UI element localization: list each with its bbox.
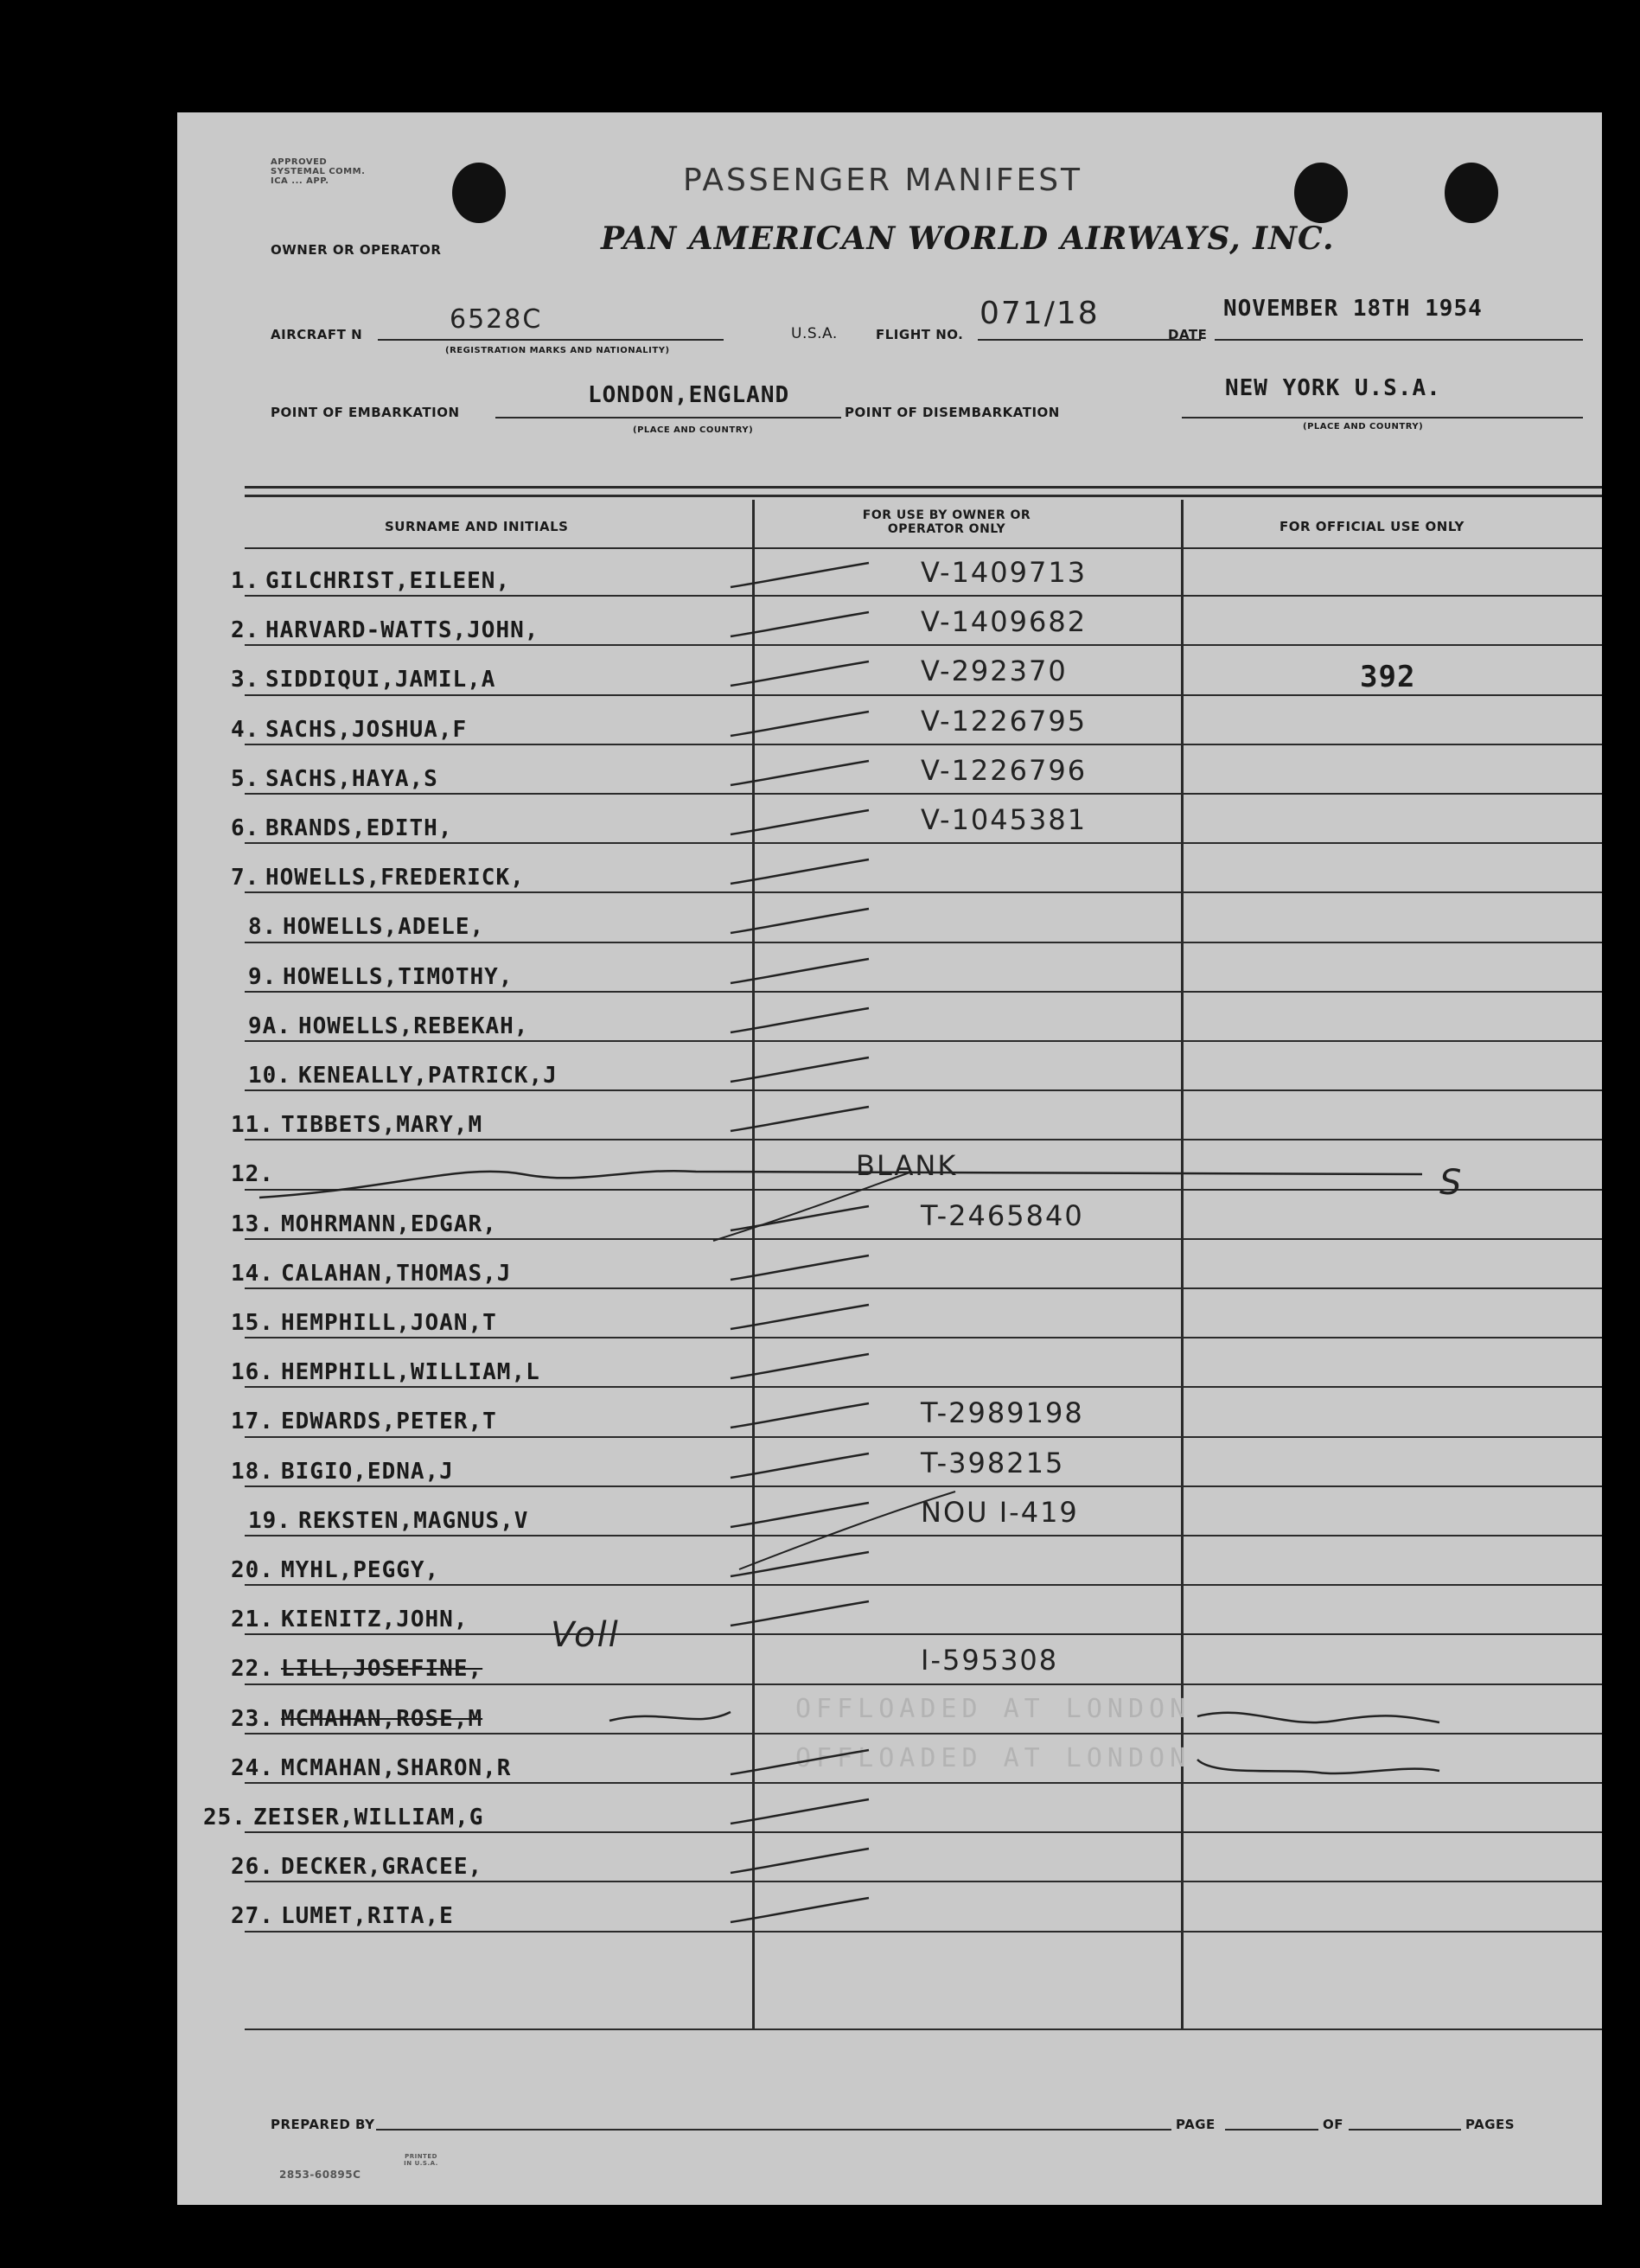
row12-mark: S (1439, 1163, 1464, 1203)
approval-stamp: APPROVED SYSTEMAL COMM. ICA ... APP. (271, 157, 366, 186)
passenger-name: SACHS,HAYA,S (265, 765, 438, 792)
passenger-name: SIDDIQUI,JAMIL,A (265, 667, 496, 693)
document-number: T-398215 (921, 1446, 1065, 1479)
passenger-name: HOWELLS,REBEKAH, (298, 1013, 529, 1039)
page-title: PASSENGER MANIFEST (683, 163, 1083, 198)
passenger-name: MYHL,PEGGY, (281, 1557, 440, 1583)
disembark-label: POINT OF DISEMBARKATION (845, 405, 1060, 420)
passenger-name: HARVARD-WATTS,JOHN, (265, 617, 539, 644)
offloaded-stamp: OFFLOADED AT LONDON (795, 1693, 1191, 1724)
passenger-name: LUMET,RITA,E (281, 1903, 454, 1930)
pen-strokes (177, 112, 1602, 2205)
passenger-name: LILL,JOSEFINE, (281, 1656, 483, 1683)
row-number: 26. (231, 1854, 274, 1881)
document-number: V-1226796 (921, 753, 1088, 787)
row-number: 21. (231, 1607, 274, 1633)
passenger-name: REKSTEN,MAGNUS,V (298, 1507, 529, 1534)
column-header-official: FOR OFFICIAL USE ONLY (1279, 519, 1465, 534)
passenger-name: HOWELLS,TIMOTHY, (283, 963, 514, 990)
row-number: 7. (231, 865, 260, 891)
passenger-name: HOWELLS,ADELE, (283, 914, 485, 941)
row-number: 8. (248, 914, 278, 941)
document-number: T-2989198 (921, 1396, 1084, 1430)
row-number: 6. (231, 815, 260, 841)
row-number: 13. (231, 1211, 274, 1237)
column-header-name: SURNAME AND INITIALS (385, 519, 569, 534)
aircraft-value: 6528C (450, 304, 543, 335)
document-number: V-1409682 (921, 605, 1088, 639)
embark-label: POINT OF EMBARKATION (271, 405, 460, 420)
passenger-name: CALAHAN,THOMAS,J (281, 1260, 512, 1287)
registration-caption: (REGISTRATION MARKS AND NATIONALITY) (445, 346, 670, 355)
aircraft-label: AIRCRAFT N (271, 327, 363, 342)
document-number: BLANK (856, 1149, 958, 1183)
passenger-name: GILCHRIST,EILEEN, (265, 568, 511, 594)
row-number: 22. (231, 1656, 274, 1683)
row-number: 12. (231, 1161, 274, 1188)
row-number: 11. (231, 1112, 274, 1139)
passenger-name: HEMPHILL,JOAN,T (281, 1310, 497, 1336)
row21-handwritten-note: Voll (551, 1615, 620, 1655)
document-number: V-1409713 (921, 556, 1088, 589)
flight-value: 071/18 (980, 296, 1100, 331)
row-number: 15. (231, 1310, 274, 1336)
official-value: 392 (1360, 660, 1416, 695)
offloaded-stamp: OFFLOADED AT LONDON (795, 1742, 1191, 1773)
passenger-name: KIENITZ,JOHN, (281, 1607, 469, 1633)
prepared-label: PREPARED BY (271, 2117, 375, 2132)
column-header-owner: FOR USE BY OWNER OR OPERATOR ONLY (862, 508, 1031, 536)
row-number: 27. (231, 1903, 274, 1930)
row-number: 16. (231, 1359, 274, 1386)
passenger-name: HOWELLS,FREDERICK, (265, 865, 525, 891)
passenger-name: BIGIO,EDNA,J (281, 1458, 454, 1485)
flight-label: FLIGHT NO. (876, 327, 964, 342)
row-number: 4. (231, 716, 260, 743)
row-number: 20. (231, 1557, 274, 1583)
passenger-name: BRANDS,EDITH, (265, 815, 453, 841)
pages-label: PAGES (1465, 2117, 1516, 2132)
passenger-name: MCMAHAN,ROSE,M (281, 1705, 483, 1732)
embark-caption: (PLACE AND COUNTRY) (633, 425, 754, 435)
document-number: V-1226795 (921, 704, 1088, 738)
passenger-name: KENEALLY,PATRICK,J (298, 1063, 558, 1089)
company-name: PAN AMERICAN WORLD AIRWAYS, INC. (601, 220, 1335, 257)
usa-label: U.S.A. (791, 325, 838, 342)
row-number: 3. (231, 667, 260, 693)
row-number: 2. (231, 617, 260, 644)
row-number: 24. (231, 1754, 274, 1781)
date-value: NOVEMBER 18TH 1954 (1223, 296, 1483, 322)
passenger-name: ZEISER,WILLIAM,G (253, 1805, 484, 1830)
row-number: 10. (248, 1063, 291, 1089)
document-number: I-595308 (921, 1644, 1059, 1677)
row-number: 9A. (248, 1013, 291, 1039)
page-label: PAGE (1176, 2117, 1216, 2132)
manifest-sheet (177, 112, 1602, 2205)
passenger-name: MOHRMANN,EDGAR, (281, 1211, 497, 1237)
row-number: 9. (248, 963, 278, 990)
row-number: 25. (203, 1805, 246, 1830)
form-number: 2853-60895C (279, 2169, 361, 2181)
passenger-name: TIBBETS,MARY,M (281, 1112, 483, 1139)
date-label: DATE (1168, 327, 1208, 342)
owner-label: OWNER OR OPERATOR (271, 242, 442, 258)
printed-mark: PRINTED IN U.S.A. (404, 2153, 438, 2167)
document-number: V-292370 (921, 655, 1068, 688)
passenger-name: MCMAHAN,SHARON,R (281, 1754, 512, 1781)
disembark-value: NEW YORK U.S.A. (1225, 375, 1441, 401)
passenger-name: EDWARDS,PETER,T (281, 1409, 497, 1435)
embark-value: LONDON,ENGLAND (588, 382, 790, 408)
document-number: T-2465840 (921, 1198, 1084, 1232)
row-number: 14. (231, 1260, 274, 1287)
row-number: 1. (231, 568, 260, 594)
disembark-caption: (PLACE AND COUNTRY) (1303, 422, 1424, 431)
row-number: 17. (231, 1409, 274, 1435)
document-number: V-1045381 (921, 803, 1088, 836)
of-label: OF (1323, 2117, 1343, 2132)
row-number: 5. (231, 765, 260, 792)
passenger-name: SACHS,JOSHUA,F (265, 716, 468, 743)
document-number: NOU I-419 (921, 1495, 1079, 1529)
passenger-name: DECKER,GRACEE, (281, 1854, 483, 1881)
row-number: 19. (248, 1507, 291, 1534)
row-number: 23. (231, 1705, 274, 1732)
passenger-name: HEMPHILL,WILLIAM,L (281, 1359, 540, 1386)
row-number: 18. (231, 1458, 274, 1485)
